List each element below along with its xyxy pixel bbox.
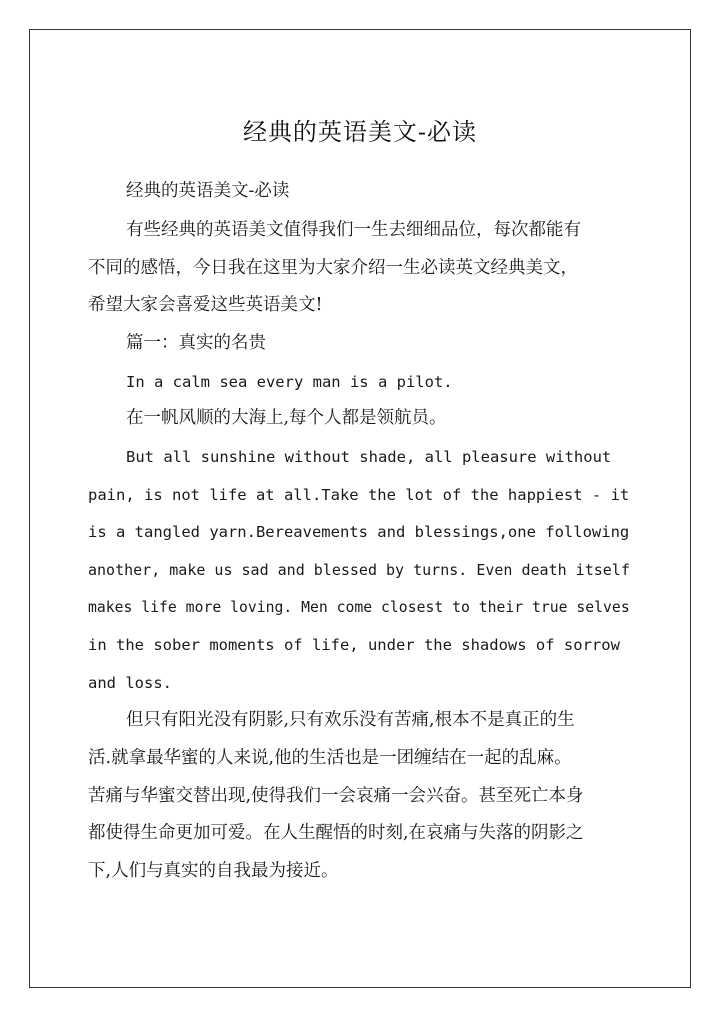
section-heading: 篇一：真实的名贵 — [126, 333, 266, 353]
subtitle-line: 经典的英语美文-必读 — [126, 181, 290, 201]
chinese-paragraph-line-1: 但只有阳光没有阴影,只有欢乐没有苦痛,根本不是真正的生 — [126, 710, 575, 730]
english-paragraph-line-5: makes life more loving. Men come closest to their true selves — [88, 599, 630, 616]
chinese-paragraph-line-3: 苦痛与华蜜交替出现,使得我们一会哀痛一会兴奋。甚至死亡本身 — [88, 786, 584, 806]
english-paragraph-line-2: pain, is not life at all.Take the lot of the happiest - it — [88, 486, 630, 504]
chinese-paragraph-line-4: 都使得生命更加可爱。在人生醒悟的时刻,在哀痛与失落的阴影之 — [88, 823, 584, 843]
intro-line-1: 有些经典的英语美文值得我们一生去细细品位，每次都能有 — [126, 220, 581, 240]
english-paragraph-line-4: another, make us sad and blessed by turns. Even death itself — [88, 561, 630, 579]
document-title: 经典的英语美文-必读 — [242, 118, 478, 146]
english-paragraph-line-1: But all sunshine without shade, all pleasure without — [126, 448, 612, 466]
english-paragraph-line-7: and loss. — [88, 674, 172, 692]
intro-line-3: 希望大家会喜爱这些英语美文! — [88, 295, 323, 315]
english-paragraph-line-3: is a tangled yarn.Bereavements and blessings,one following — [88, 523, 630, 541]
chinese-paragraph-line-5: 下,人们与真实的自我最为接近。 — [88, 861, 339, 881]
english-quote: In a calm sea every man is a pilot. — [126, 373, 453, 391]
chinese-paragraph-line-2: 活.就拿最华蜜的人来说,他的生活也是一团缠结在一起的乱麻。 — [88, 748, 572, 768]
english-paragraph-line-6: in the sober moments of life, under the shadows of sorrow — [88, 636, 620, 654]
intro-line-2: 不同的感悟，今日我在这里为大家介绍一生必读英文经典美文， — [88, 258, 578, 278]
chinese-quote: 在一帆风顺的大海上,每个人都是领航员。 — [126, 408, 447, 428]
